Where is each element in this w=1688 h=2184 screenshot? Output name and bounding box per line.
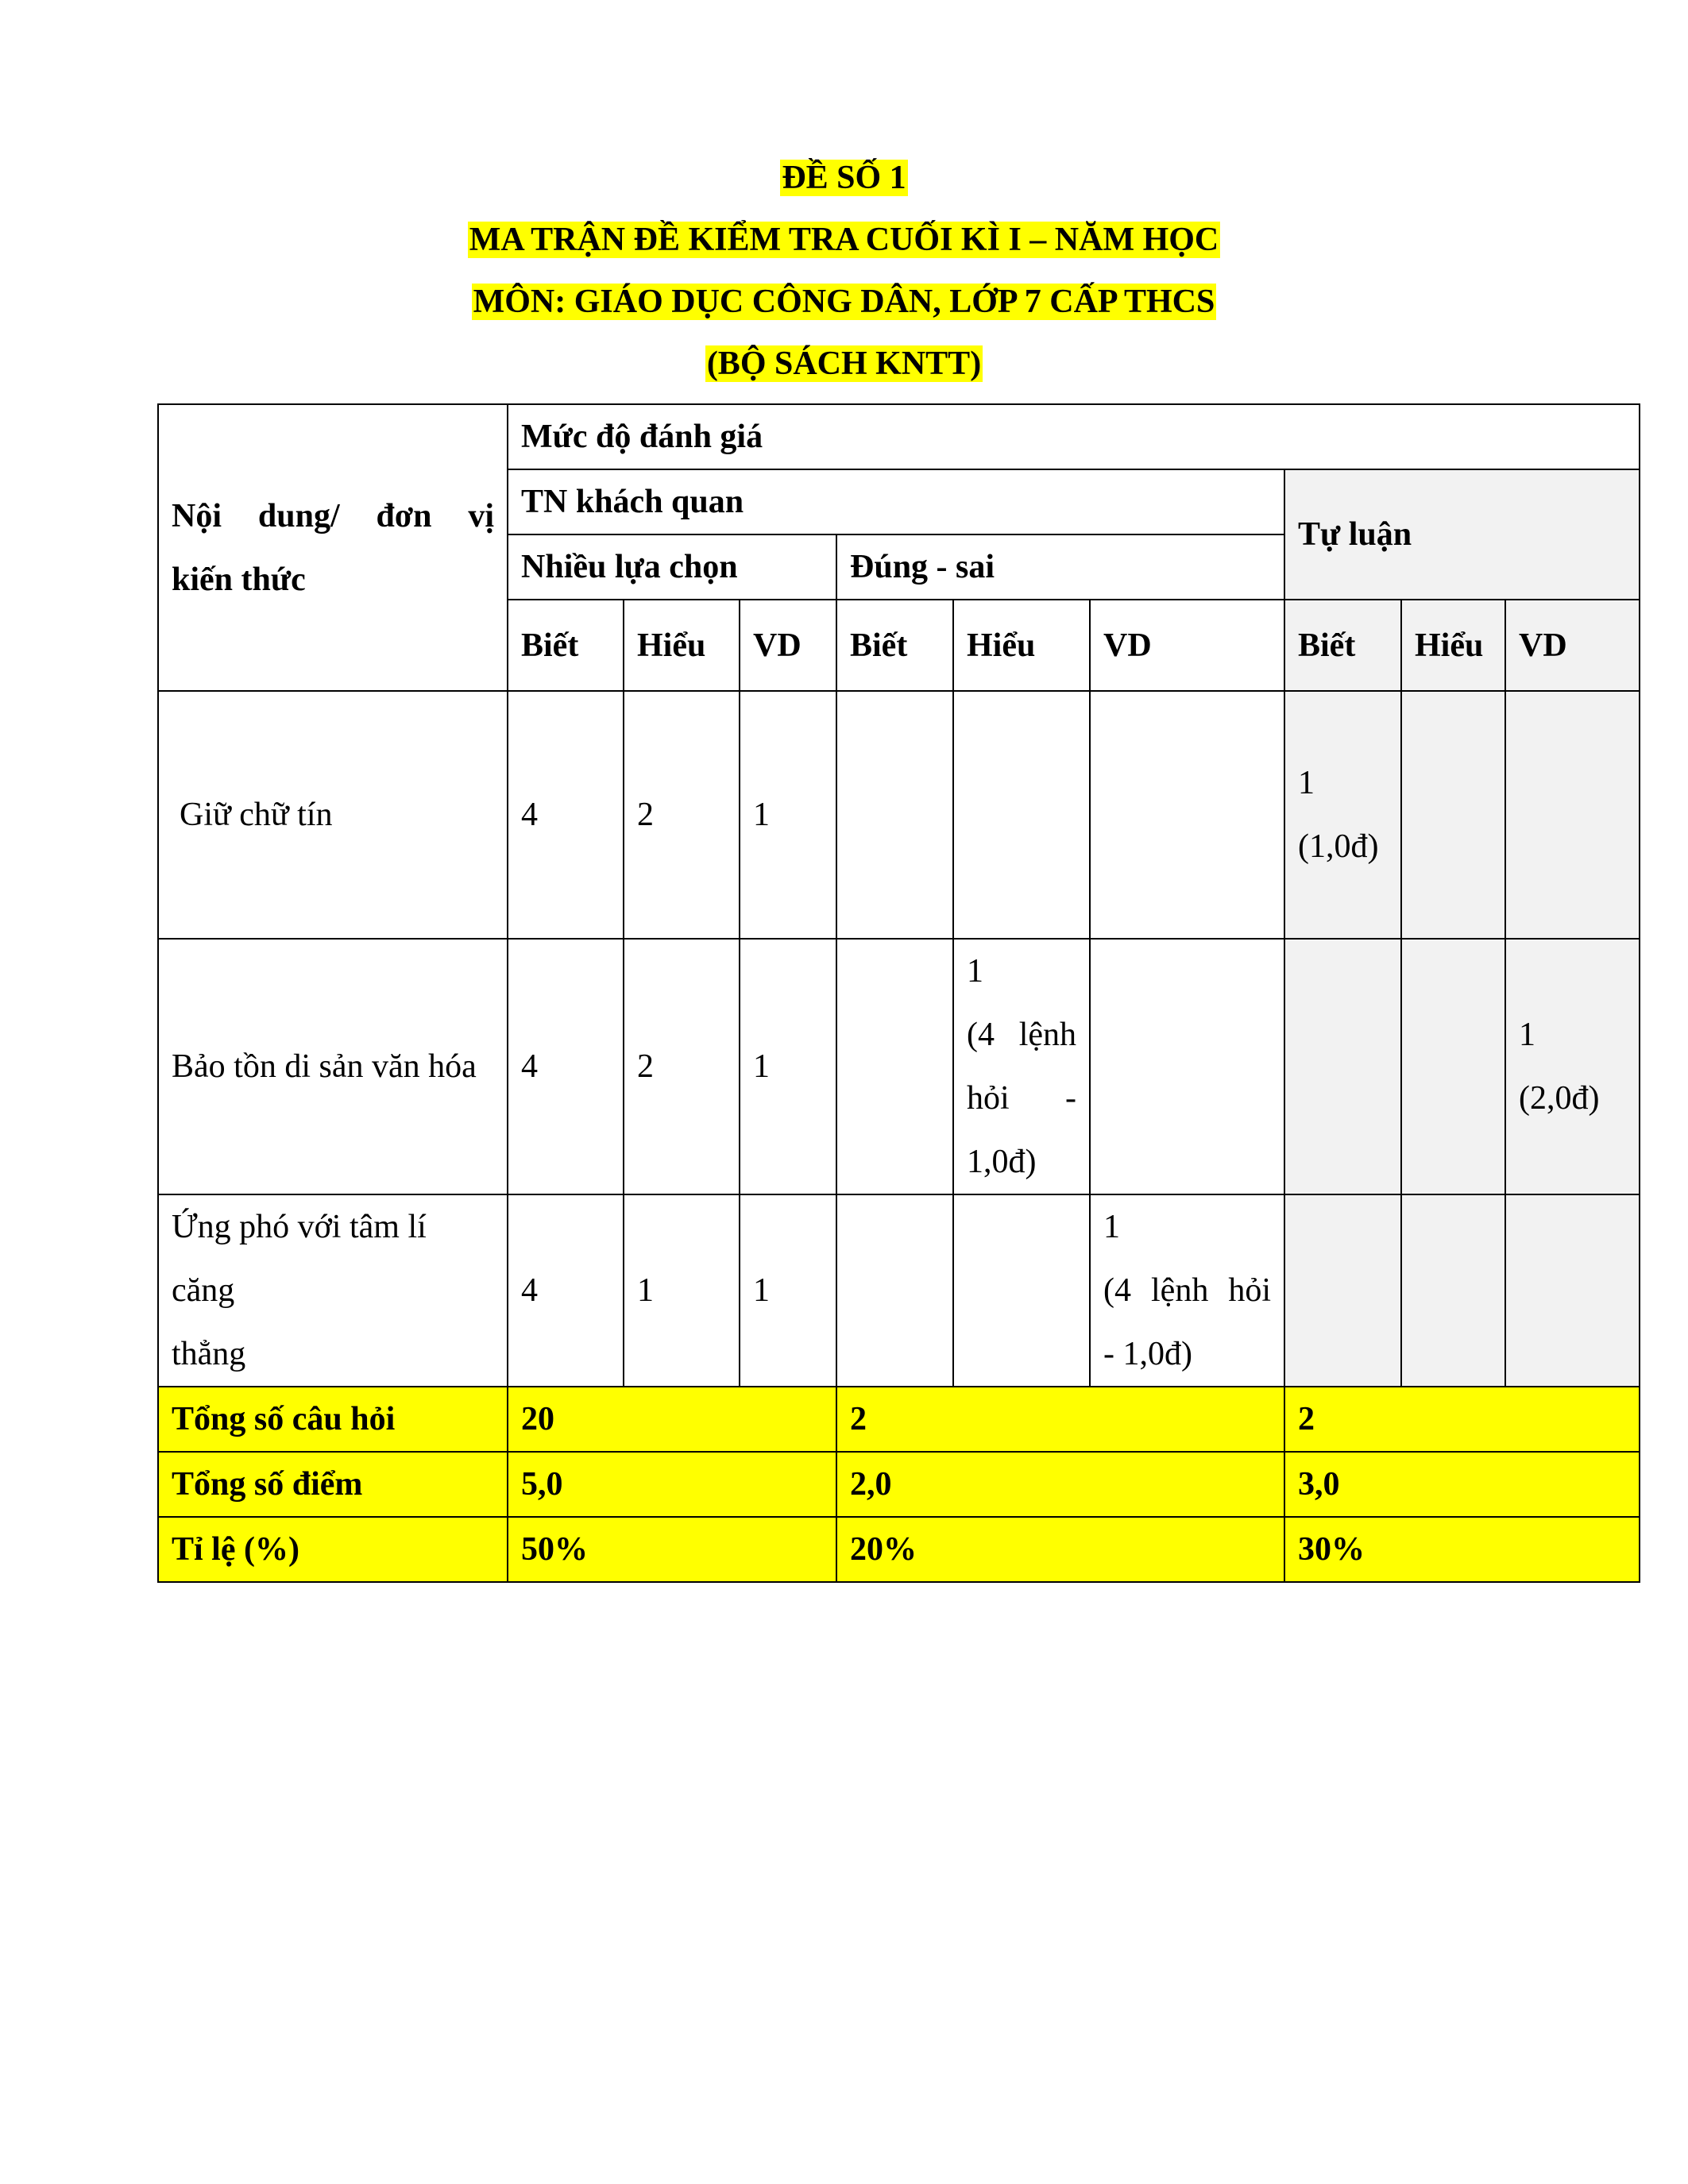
total-mc: 20 <box>508 1387 836 1452</box>
tf-hieu-cell <box>953 939 1090 1194</box>
mc-hieu-cell: 2 <box>624 939 740 1194</box>
level-header: Hiểu <box>953 600 1090 691</box>
level-header: Hiểu <box>1401 600 1505 691</box>
level-header: VD <box>1090 600 1284 691</box>
content-header-line1: Nội dung/ đơn vị <box>172 497 494 534</box>
objective-header: TN khách quan <box>508 469 1284 534</box>
matrix-title <box>0 219 1688 260</box>
mc-hieu-cell: 2 <box>624 691 740 939</box>
tf-vd-line: - 1,0đ) <box>1103 1336 1192 1372</box>
total-tl: 30% <box>1284 1517 1640 1582</box>
tl-vd-points: (2,0đ) <box>1519 1080 1600 1117</box>
tl-hieu-cell <box>1401 939 1505 1194</box>
tl-biet-cell <box>1284 939 1401 1194</box>
tl-biet-cell <box>1284 691 1401 939</box>
total-label: Tổng số câu hỏi <box>158 1387 508 1452</box>
topic-line: Ứng phó với tâm lí căng <box>172 1209 427 1309</box>
mc-hieu-cell: 1 <box>624 1194 740 1387</box>
level-header: Biết <box>1284 600 1401 691</box>
header-row-1 <box>158 404 1640 469</box>
table-row <box>158 691 1640 939</box>
tf-vd-cell <box>1090 691 1284 939</box>
total-mc: 50% <box>508 1517 836 1582</box>
tf-hieu-line: 1,0đ) <box>967 1144 1037 1180</box>
matrix-title-text: MA TRẬN ĐỀ KIỂM TRA CUỐI KÌ I – NĂM HỌC <box>469 222 1219 258</box>
topic-cell <box>158 1194 508 1387</box>
total-points-row <box>158 1452 1640 1517</box>
tf-hieu-line: (4 lệnh <box>967 1017 1076 1053</box>
total-tl: 2 <box>1284 1387 1640 1452</box>
mc-vd-cell: 1 <box>740 691 836 939</box>
true-false-header: Đúng - sai <box>836 534 1284 600</box>
exam-matrix-table <box>157 403 1640 1583</box>
tf-biet-cell <box>836 691 953 939</box>
level-header: VD <box>1505 600 1640 691</box>
tf-biet-cell <box>836 939 953 1194</box>
tl-biet-count: 1 <box>1298 765 1315 801</box>
book-series-text: (BỘ SÁCH KNTT) <box>706 345 982 382</box>
tf-vd-count: 1 <box>1103 1209 1120 1245</box>
tl-hieu-cell <box>1401 691 1505 939</box>
tl-vd-cell <box>1505 691 1640 939</box>
exam-number-title <box>0 157 1688 199</box>
total-tl: 3,0 <box>1284 1452 1640 1517</box>
tl-biet-points: (1,0đ) <box>1298 828 1379 865</box>
content-column-header <box>158 404 508 691</box>
tl-vd-cell <box>1505 939 1640 1194</box>
total-mc: 5,0 <box>508 1452 836 1517</box>
table-row <box>158 939 1640 1194</box>
tl-vd-count: 1 <box>1519 1017 1535 1053</box>
tf-hieu-line: hỏi - <box>967 1080 1076 1117</box>
table-row <box>158 1194 1640 1387</box>
tf-hieu-count: 1 <box>967 953 983 990</box>
total-questions-row <box>158 1387 1640 1452</box>
total-tf: 20% <box>836 1517 1284 1582</box>
tf-hieu-cell <box>953 691 1090 939</box>
tf-vd-cell <box>1090 1194 1284 1387</box>
level-header: Biết <box>836 600 953 691</box>
content-header-line2: kiến thức <box>172 561 306 598</box>
book-series-title <box>0 343 1688 384</box>
tf-vd-line: (4 lệnh hỏi <box>1103 1272 1271 1309</box>
multiple-choice-header: Nhiều lựa chọn <box>508 534 836 600</box>
total-label: Tỉ lệ (%) <box>158 1517 508 1582</box>
topic-cell: Bảo tồn di sản văn hóa <box>158 939 508 1194</box>
mc-biet-cell: 4 <box>508 691 624 939</box>
tf-vd-cell <box>1090 939 1284 1194</box>
tf-biet-cell <box>836 1194 953 1387</box>
level-header: Biết <box>508 600 624 691</box>
tl-biet-cell <box>1284 1194 1401 1387</box>
tf-hieu-cell <box>953 1194 1090 1387</box>
level-header: Hiểu <box>624 600 740 691</box>
exam-number-text: ĐỀ SỐ 1 <box>782 160 906 196</box>
mc-vd-cell: 1 <box>740 939 836 1194</box>
subject-title-text: MÔN: GIÁO DỤC CÔNG DÂN, LỚP 7 CẤP THCS <box>473 284 1215 320</box>
mc-vd-cell: 1 <box>740 1194 836 1387</box>
total-label: Tổng số điểm <box>158 1452 508 1517</box>
tl-hieu-cell <box>1401 1194 1505 1387</box>
mc-biet-cell: 4 <box>508 939 624 1194</box>
mc-biet-cell: 4 <box>508 1194 624 1387</box>
assessment-level-header: Mức độ đánh giá <box>508 404 1640 469</box>
subject-title <box>0 281 1688 322</box>
essay-header: Tự luận <box>1284 469 1640 600</box>
percentage-row <box>158 1517 1640 1582</box>
total-tf: 2,0 <box>836 1452 1284 1517</box>
level-header: VD <box>740 600 836 691</box>
topic-cell: Giữ chữ tín <box>158 691 508 939</box>
total-tf: 2 <box>836 1387 1284 1452</box>
topic-line: thẳng <box>172 1336 246 1372</box>
tl-vd-cell <box>1505 1194 1640 1387</box>
